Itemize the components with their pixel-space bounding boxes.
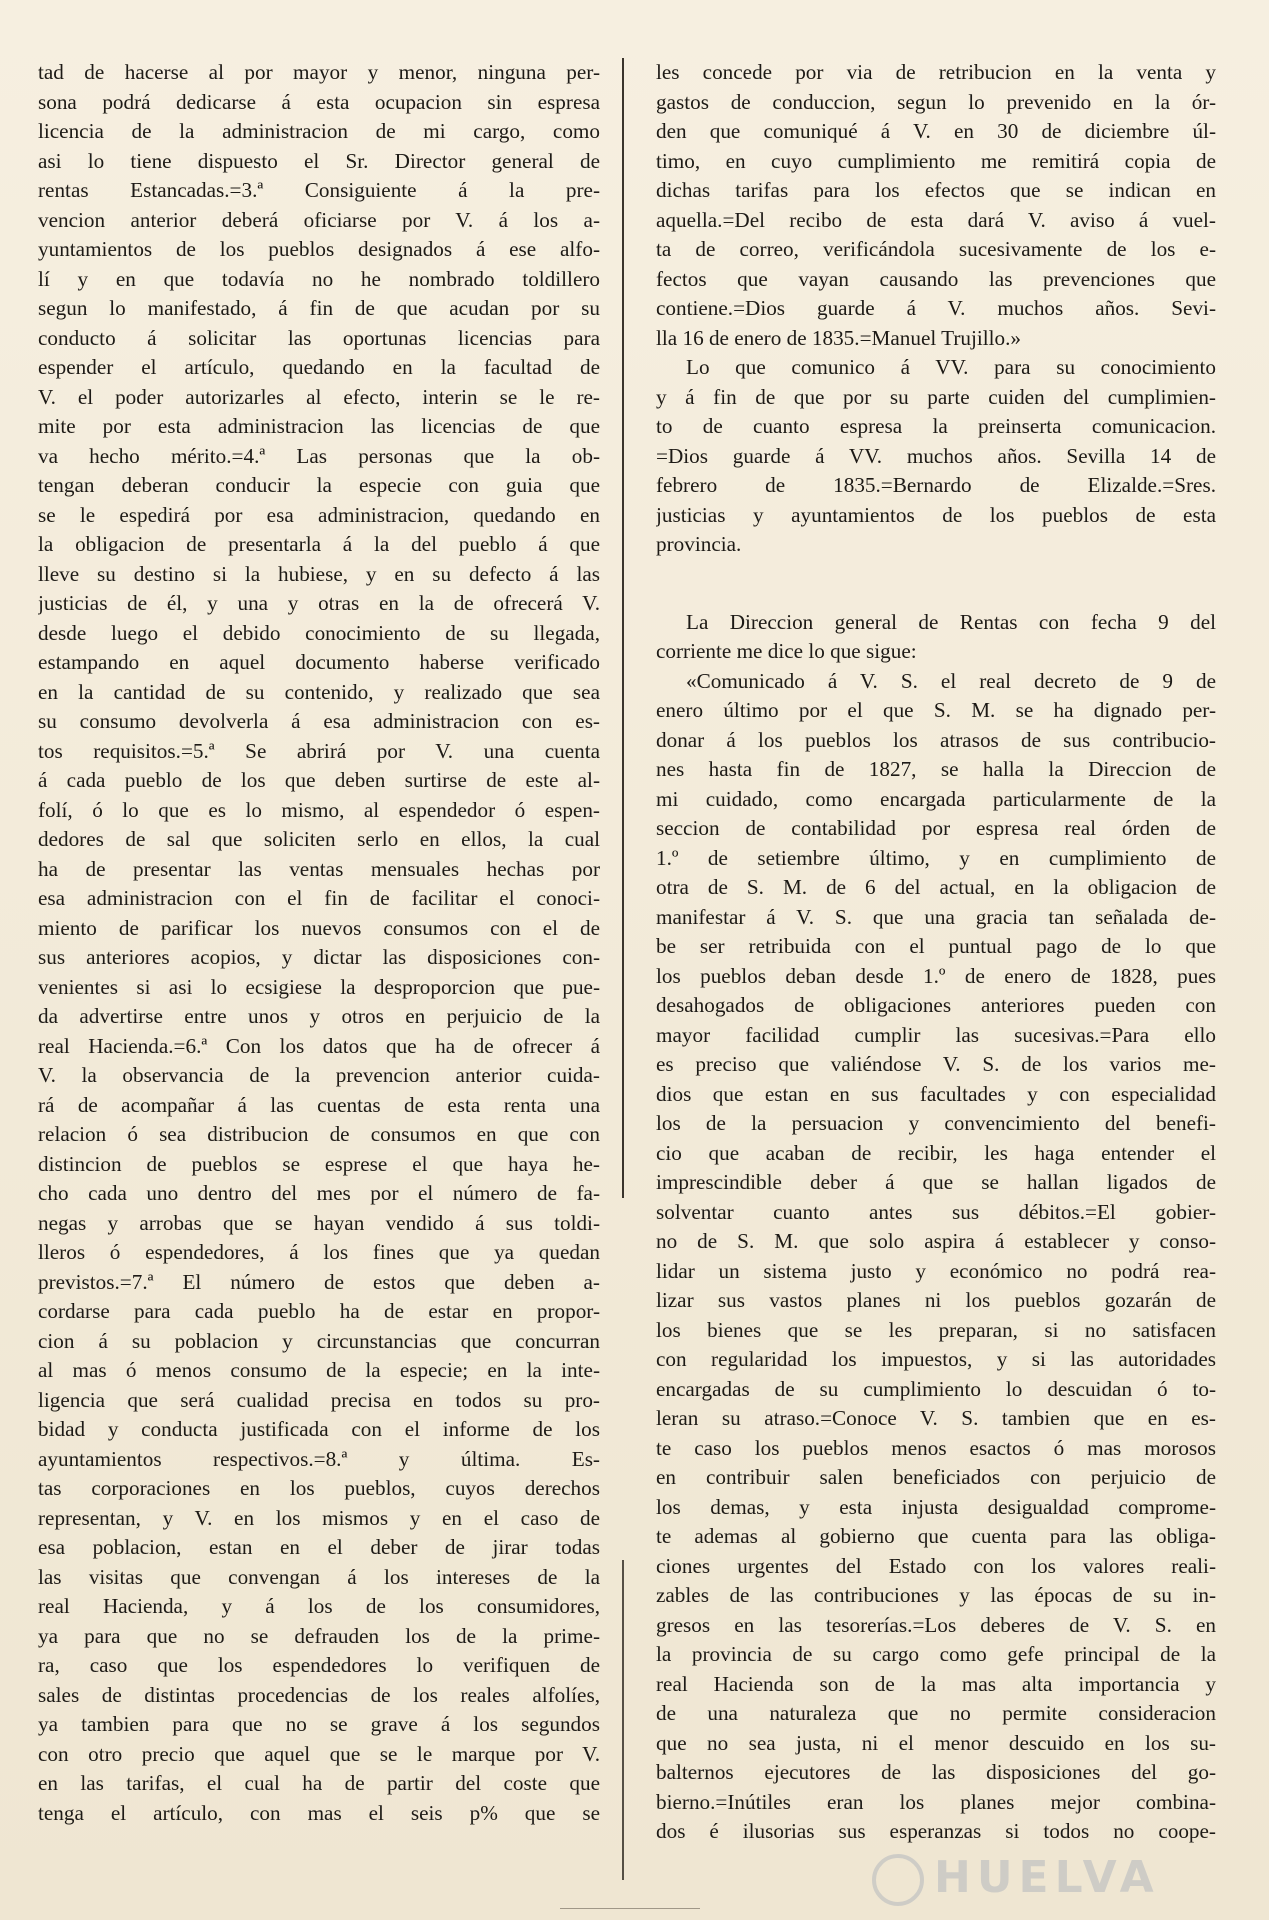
text-line: con otro precio que aquel que se le marque por V. <box>38 1741 600 1766</box>
text-line: V. la observancia de la prevencion anterior cuida- <box>38 1063 600 1087</box>
text-line: en la cantidad de su contenido, y realizado que sea <box>38 679 600 704</box>
text-line: gastos de conduccion, segun lo prevenido en la ór- <box>656 89 1216 114</box>
bottom-rule <box>560 1908 700 1909</box>
text-line: tenga el artículo, con mas el seis p% que se <box>38 1800 600 1825</box>
text-line: «Comunicado á V. S. el real decreto de 9 de <box>686 668 1216 693</box>
text-line: previstos.=7.ª El número de estos que deben a- <box>38 1269 600 1294</box>
text-line: zables de las contribuciones y las épocas de su in- <box>656 1583 1216 1607</box>
text-line: su consumo devolverla á esa administracion con es- <box>38 709 600 733</box>
text-line: los demas, y esta injusta desigualdad comprome- <box>656 1494 1216 1519</box>
text-line: contiene.=Dios guarde á V. muchos años. Sevi- <box>656 296 1216 320</box>
text-line: real Hacienda.=6.ª Con los datos que ha de ofrecer á <box>38 1033 600 1058</box>
text-line: solventar cuanto antes sus débitos.=El gobier- <box>656 1199 1216 1224</box>
text-line: mi cuidado, como encargada particularmente de la <box>656 786 1216 811</box>
library-watermark <box>872 1852 1192 1904</box>
text-line: La Direccion general de Rentas con fecha 9 del <box>686 609 1216 634</box>
text-line: lleros ó espendedores, á los fines que ya quedan <box>38 1240 600 1264</box>
text-line: ta de correo, verificándola sucesivamente de los e- <box>656 237 1216 261</box>
text-line: corriente me dice lo que sigue: <box>656 639 917 663</box>
text-line: espender el artículo, quedando en la facultad de <box>38 355 600 379</box>
text-line: mite por esta administracion las licencias de que <box>38 414 600 438</box>
text-line: enero último por el que S. M. se ha dignado per- <box>656 698 1216 722</box>
text-line: real Hacienda, y á los de los consumidores, <box>38 1594 600 1618</box>
text-line: encargadas de su cumplimiento lo descuidan ó to- <box>656 1376 1216 1401</box>
text-line: ha de presentar las ventas mensuales hechas por <box>38 856 600 881</box>
text-line: negas y arrobas que se hayan vendido á sus toldi- <box>38 1210 600 1235</box>
text-line: rá de acompañar á las cuentas de esta renta una <box>38 1092 600 1117</box>
text-line: ra, caso que los espendedores lo verifiquen de <box>38 1653 600 1677</box>
text-line: justicias y ayuntamientos de los pueblos de esta <box>656 502 1216 527</box>
text-line: desahogados de obligaciones anteriores pueden con <box>656 993 1216 1017</box>
text-line: justicias de él, y una y otras en la de ofrecerá V. <box>38 591 600 615</box>
text-line: ya tambien para que no se grave á los segundos <box>38 1712 600 1736</box>
text-line: real Hacienda son de la mas alta importancia y <box>656 1671 1216 1696</box>
text-line: la provincia de su cargo como gefe principal de la <box>656 1642 1216 1666</box>
text-line: 1.º de setiembre último, y en cumplimiento de <box>656 845 1216 870</box>
text-line: ya para que no se defrauden los de la prime- <box>38 1623 600 1648</box>
text-line: =Dios guarde á VV. muchos años. Sevilla 14 de <box>656 443 1216 468</box>
text-line: te caso los pueblos menos esactos ó mas morosos <box>656 1435 1216 1460</box>
text-line: en las tarifas, el cual ha de partir del coste que <box>38 1771 600 1795</box>
text-line: lidar un sistema justo y económico no podrá rea- <box>656 1258 1216 1283</box>
text-line: al mas ó menos consumo de la especie; en la inte- <box>38 1358 600 1382</box>
text-line: con regularidad los impuestos, y si las autoridades <box>656 1347 1216 1371</box>
text-line: bierno.=Inútiles eran los planes mejor combina- <box>656 1789 1216 1814</box>
text-line: á cada pueblo de los que deben surtirse de este al- <box>38 768 600 792</box>
text-line: mayor facilidad cumplir las sucesivas.=Para ello <box>656 1022 1216 1047</box>
text-line: te ademas al gobierno que cuenta para las obliga- <box>656 1524 1216 1548</box>
text-line: otra de S. M. de 6 del actual, en la obligacion de <box>656 875 1216 899</box>
watermark-text: HUELVA <box>934 1852 1160 1903</box>
text-line: esa poblacion, estan en el deber de jirar todas <box>38 1535 600 1559</box>
text-line: es preciso que valiéndose V. S. de los varios me- <box>656 1052 1216 1076</box>
watermark-seal-icon <box>872 1854 924 1906</box>
text-line: los bienes que se les preparan, si no satisfacen <box>656 1317 1216 1342</box>
text-line: en contribuir salen beneficiados con perjuicio de <box>656 1465 1216 1489</box>
text-line: leran su atraso.=Conoce V. S. tambien que en es- <box>656 1406 1216 1430</box>
text-line: y á fin de que por su parte cuiden del cumplimien- <box>656 384 1216 409</box>
text-line: balternos ejecutores de las disposiciones del go- <box>656 1760 1216 1784</box>
text-line: ayuntamientos respectivos.=8.ª y última. Es- <box>38 1446 600 1471</box>
text-line: da advertirse entre unos y otros en perjuicio de la <box>38 1004 600 1028</box>
text-line: ciones urgentes del Estado con los valores reali- <box>656 1553 1216 1578</box>
text-line: miento de parificar los nuevos consumos con el de <box>38 915 600 940</box>
text-line: desde luego el debido conocimiento de su llegada, <box>38 620 600 645</box>
text-line: fectos que vayan causando las prevenciones que <box>656 266 1216 291</box>
text-line: gresos en las tesorerías.=Los deberes de V. S. en <box>656 1612 1216 1637</box>
text-line: va hecho mérito.=4.ª Las personas que la ob- <box>38 443 600 468</box>
right-text-column <box>656 58 1216 1847</box>
text-line: cho cada uno dentro del mes por el número de fa- <box>38 1181 600 1205</box>
text-line: licencia de la administracion de mi cargo, como <box>38 119 600 143</box>
text-line: be ser retribuida con el puntual pago de lo que <box>656 934 1216 958</box>
column-divider-top <box>622 58 624 1198</box>
text-line: se le espedirá por esa administracion, quedando en <box>38 502 600 527</box>
text-line: folí, ó lo que es lo mismo, al espendedor ó espen- <box>38 797 600 822</box>
text-line: estampando en aquel documento haberse verificado <box>38 650 600 674</box>
text-line: lleve su destino si la hubiese, y en su defecto á las <box>38 561 600 586</box>
text-line: lla 16 de enero de 1835.=Manuel Trujillo.» <box>656 325 1022 350</box>
text-line: les concede por via de retribucion en la venta y <box>656 60 1216 84</box>
text-line: den que comuniqué á V. en 30 de diciembre úl- <box>656 119 1216 143</box>
text-line: sales de distintas procedencias de los reales alfolíes, <box>38 1682 600 1707</box>
text-line: yuntamientos de los pueblos designados á ese alfo- <box>38 237 600 261</box>
text-line: representan, y V. en los mismos y en el caso de <box>38 1505 600 1530</box>
text-line: tad de hacerse al por mayor y menor, ninguna per- <box>38 60 600 84</box>
text-line: dios que estan en sus facultades y con especialidad <box>656 1081 1216 1106</box>
text-line: los de la persuacion y convencimiento del benefi- <box>656 1111 1216 1135</box>
text-line: cio que acaban de recibir, les haga entender el <box>656 1140 1216 1165</box>
text-line: lí y en que todavía no he nombrado toldillero <box>38 266 600 291</box>
text-line: Lo que comunico á VV. para su conocimiento <box>686 355 1216 379</box>
text-line: la obligacion de presentarla á la del pueblo á que <box>38 532 600 556</box>
text-line: provincia. <box>656 532 742 556</box>
text-line: febrero de 1835.=Bernardo de Elizalde.=Sres. <box>656 473 1216 497</box>
text-line: ligencia que será cualidad precisa en todos su pro- <box>38 1387 600 1412</box>
text-line: cordarse para cada pueblo ha de estar en propor- <box>38 1299 600 1323</box>
text-line: relacion ó sea distribucion de consumos en que con <box>38 1122 600 1146</box>
text-line: imprescindible deber á que se hallan ligados de <box>656 1170 1216 1194</box>
text-line: tas corporaciones en los pueblos, cuyos derechos <box>38 1476 600 1500</box>
text-line: venientes si asi lo ecsigiese la desproporcion que pue- <box>38 974 600 999</box>
column-divider-bottom <box>622 1560 624 1880</box>
text-line: V. el poder autorizarles al efecto, interin se le re- <box>38 384 600 409</box>
text-line: de una naturaleza que no permite consideracion <box>656 1701 1216 1725</box>
text-line: las visitas que convengan á los intereses de la <box>38 1564 600 1589</box>
text-line: los pueblos deban desde 1.º de enero de 1828, pues <box>656 963 1216 988</box>
text-line: sus anteriores acopios, y dictar las disposiciones con- <box>38 945 600 969</box>
text-line: tengan deberan conducir la especie con guia que <box>38 473 600 497</box>
text-line: rentas Estancadas.=3.ª Consiguiente á la pre- <box>38 178 600 202</box>
text-line: distincion de pueblos se esprese el que haya he- <box>38 1151 600 1176</box>
text-line: cion á su poblacion y circunstancias que concurran <box>38 1328 600 1353</box>
text-line: donar á los pueblos los atrasos de sus contribucio- <box>656 727 1216 752</box>
text-line: sona podrá dedicarse á esta ocupacion sin espresa <box>38 89 600 114</box>
section-gap <box>656 560 1216 608</box>
text-line: nes hasta fin de 1827, se halla la Direccion de <box>656 757 1216 781</box>
text-line: timo, en cuyo cumplimiento me remitirá copia de <box>656 148 1216 173</box>
text-line: manifestar á V. S. que una gracia tan señalada de- <box>656 904 1216 929</box>
text-line: esa administracion con el fin de facilitar el conoci- <box>38 886 600 910</box>
text-line: conducto á solicitar las oportunas licencias para <box>38 325 600 350</box>
text-line: asi lo tiene dispuesto el Sr. Director general de <box>38 148 600 173</box>
text-line: dos é ilusorias sus esperanzas si todos no coope- <box>656 1819 1216 1843</box>
text-line: seccion de contabilidad por espresa real órden de <box>656 816 1216 840</box>
text-line: aquella.=Del recibo de esta dará V. aviso á vuel- <box>656 207 1216 232</box>
text-line: to de cuanto espresa la preinserta comunicacion. <box>656 414 1216 438</box>
text-line: bidad y conducta justificada con el informe de los <box>38 1417 600 1441</box>
text-line: tos requisitos.=5.ª Se abrirá por V. una cuenta <box>38 738 600 763</box>
text-line: segun lo manifestado, á fin de que acudan por su <box>38 296 600 320</box>
text-line: vencion anterior deberá oficiarse por V. á los a- <box>38 207 600 232</box>
left-text-column <box>38 58 600 1828</box>
text-line: lizar sus vastos planes ni los pueblos gozarán de <box>656 1288 1216 1312</box>
text-line: dichas tarifas para los efectos que se indican en <box>656 178 1216 202</box>
text-line: dedores de sal que soliciten serlo en ellos, la cual <box>38 827 600 851</box>
text-line: que no sea justa, ni el menor descuido en los su- <box>656 1730 1216 1755</box>
text-line: no de S. M. que solo aspira á establecer y conso- <box>656 1229 1216 1253</box>
